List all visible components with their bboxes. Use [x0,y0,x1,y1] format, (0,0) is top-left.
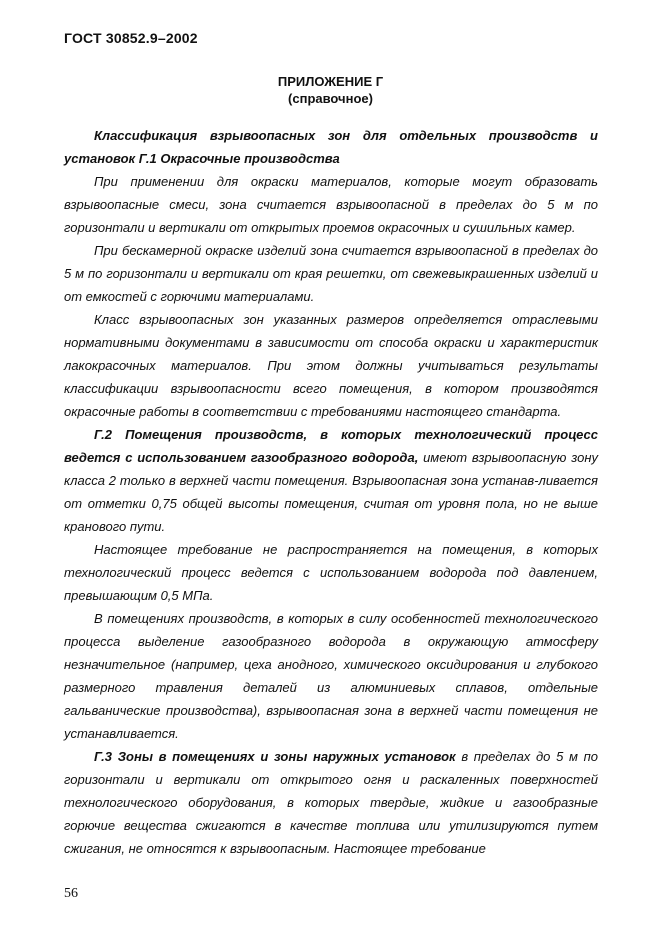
paragraph-g1-chamberless [64,239,598,308]
appendix-title: ПРИЛОЖЕНИЕ Г [277,74,384,89]
paragraph-title [64,124,598,170]
paragraph-g2-minor [64,607,598,745]
standard-header: ГОСТ 30852.9–2002 [64,30,198,46]
paragraph-g2 [64,423,598,538]
appendix-subtitle: (справочное) [288,91,373,106]
paragraph-bold: Классификация взрывоопасных зон для отдельных производств и установок Г.1 Окрасочные производства [64,128,598,166]
paragraph-text: в пределах до 5 м по горизонтали и вертикали от открытого огня и раскаленных поверхностей технологического оборудования, в которых твердые, жидкие и газообразные горючие вещества сжигаются в качестве топлива или утилизируются путем сжигания, не относятся к взрывоопасным. Настоящее требование [64,749,598,856]
document-body [64,124,598,860]
paragraph-text: Класс взрывоопасных зон указанных размеров определяется отраслевыми нормативными документами в зависимости от способа окраски и характеристик лакокрасочных материалов. При этом должны учитываться результаты классификации взрывоопасности всего помещения, в котором производятся окрасочные работы в соответствии с требованиями настоящего стандарта. [64,312,598,419]
paragraph-g1-class [64,308,598,423]
paragraph-g1-zone [64,170,598,239]
paragraph-g3 [64,745,598,860]
paragraph-bold: Г.3 Зоны в помещениях и зоны наружных установок [94,749,456,764]
page-number: 56 [64,886,78,901]
paragraph-text: При применении для окраски материалов, которые могут образовать взрывоопасные смеси, зона считается взрывоопасной в пределах до 5 м по горизонтали и вертикали от открытых проемов окрасочных и сушильных камер. [64,174,598,235]
paragraph-text: В помещениях производств, в которых в силу особенностей технологического процесса выделение газообразного водорода в окружающую атмосферу незначительное (например, цеха анодного, химического оксидирования и глубокого размерного травления деталей из алюминиевых сплавов, отдельные гальванические производства), взрывоопасная зона в верхней части помещения не устанавливается. [64,611,598,741]
paragraph-bold: Г.2 Помещения производств, в которых технологический процесс ведется с использованием газообразного водорода, [64,427,598,465]
appendix-heading [0,73,661,107]
paragraph-g2-exception [64,538,598,607]
paragraph-text: Настоящее требование не распространяется на помещения, в которых технологический процесс ведется с использованием водорода под давлением, превышающим 0,5 МПа. [64,542,598,603]
paragraph-text: При бескамерной окраске изделий зона считается взрывоопасной в пределах до 5 м по горизонтали и вертикали от края решетки, от свежевыкрашенных изделий и от емкостей с горючими материалами. [64,243,598,304]
paragraph-text: имеют взрывоопасную зону класса 2 только в верхней части помещения. Взрывоопасная зона устанав-ливается от отметки 0,75 общей высоты помещения, считая от уровня пола, но не выше кранового пути. [64,450,598,534]
